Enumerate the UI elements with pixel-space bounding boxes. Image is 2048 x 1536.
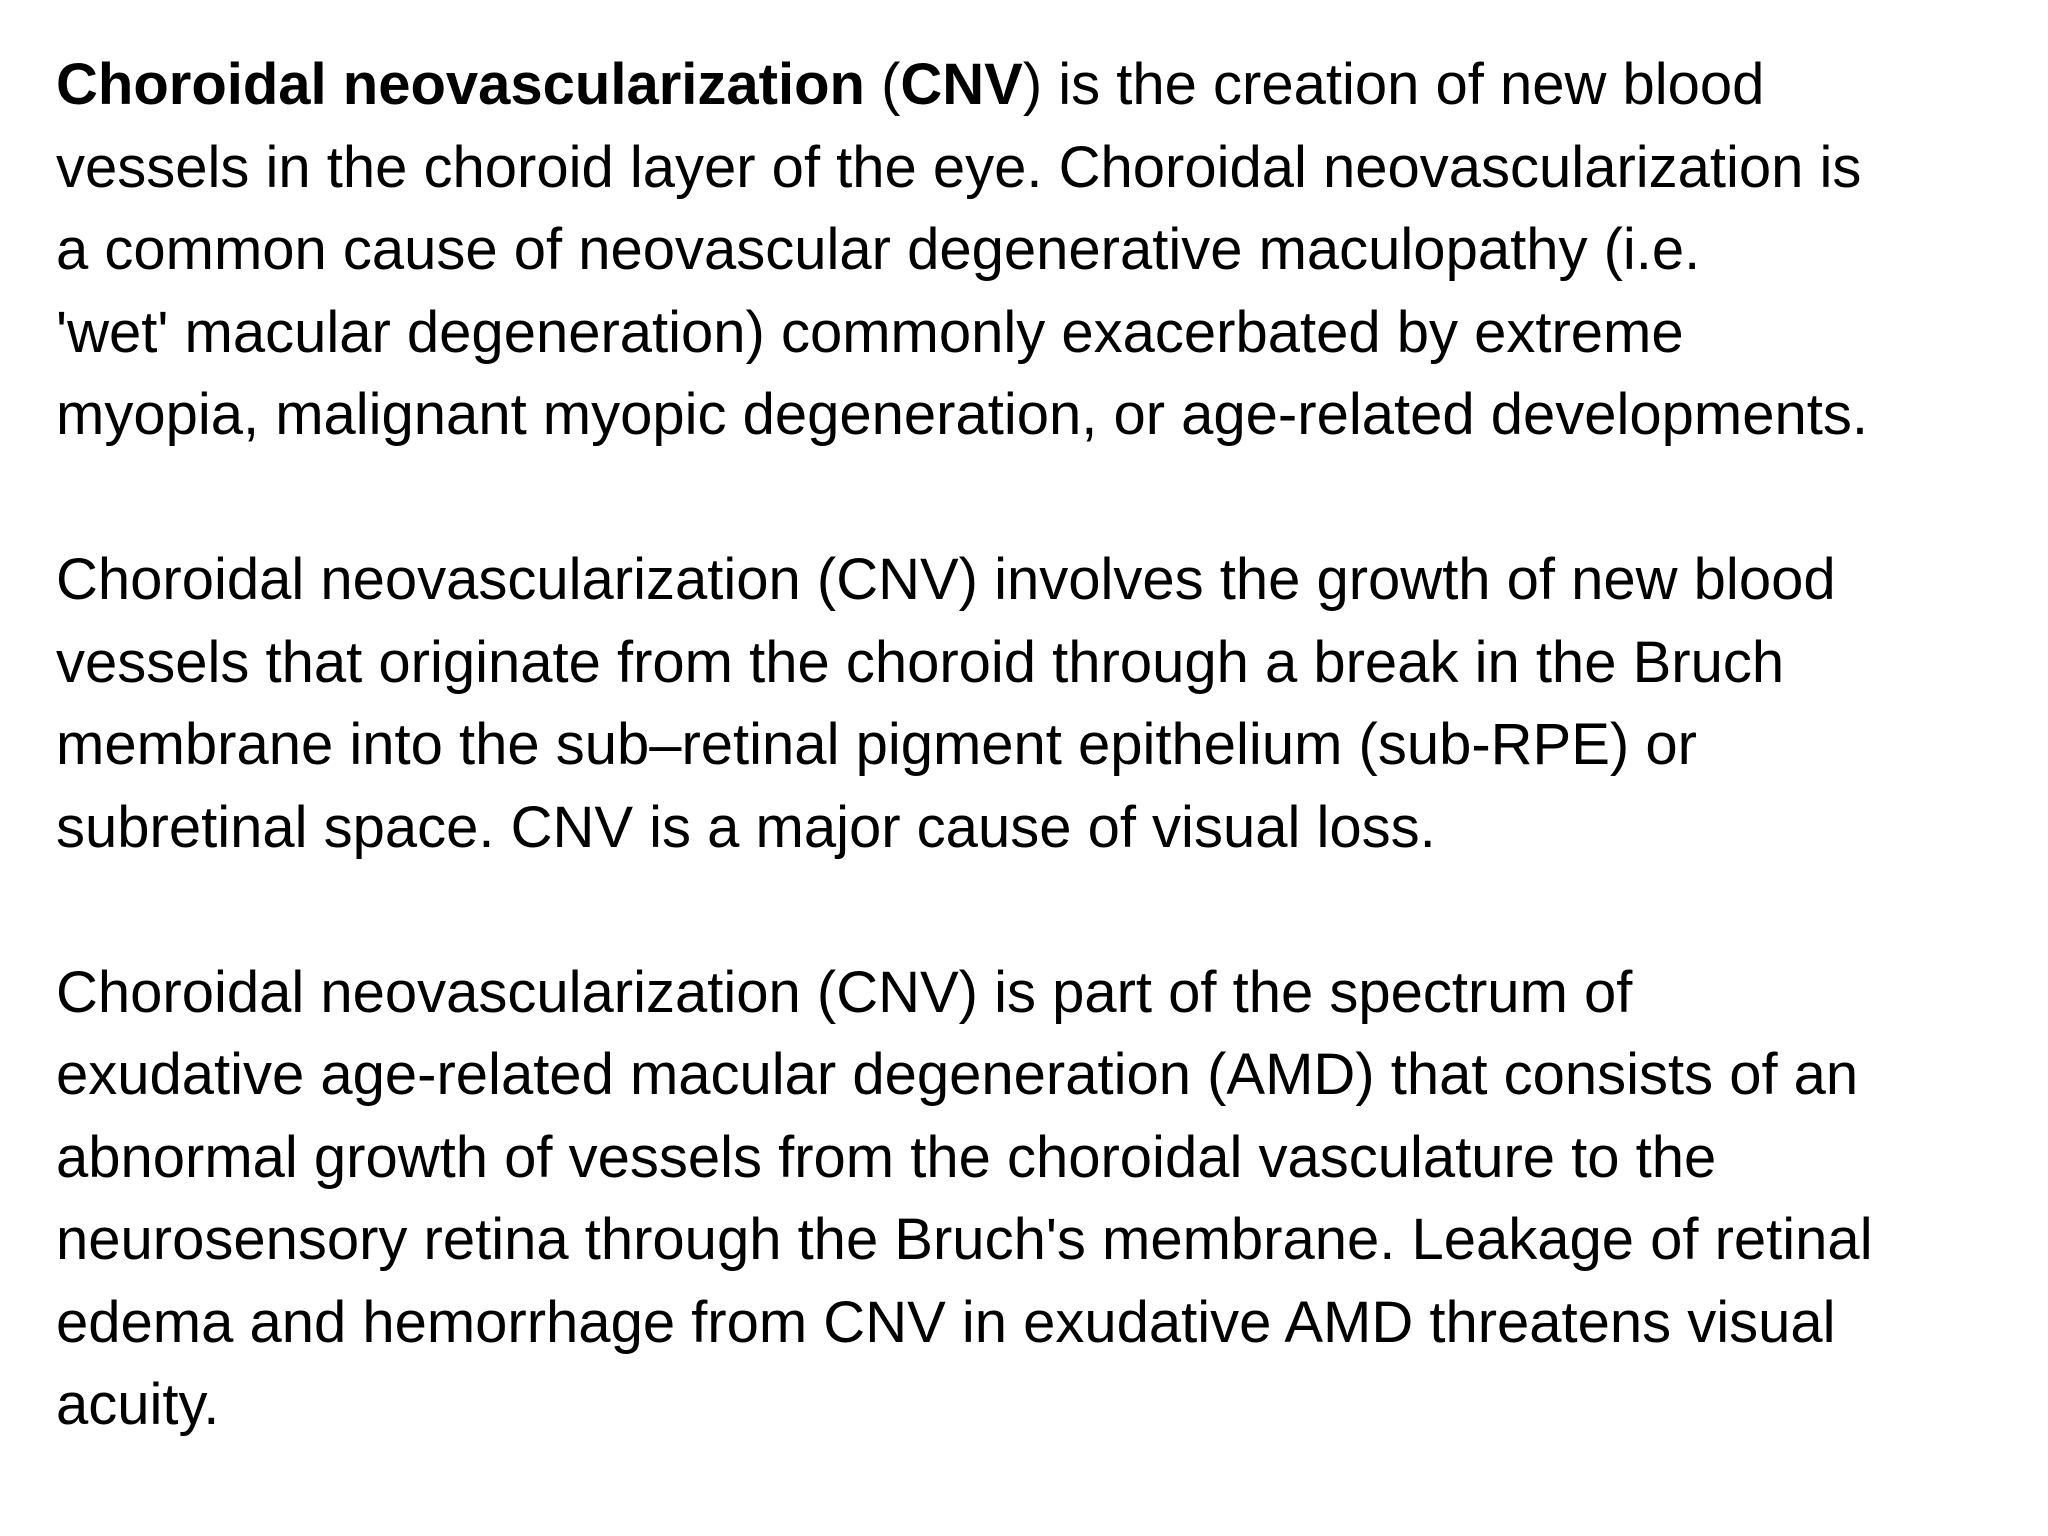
paragraph-line: abnormal growth of vessels from the choroidal vasculature to the [56, 1124, 1717, 1190]
paragraph-line: myopia, malignant myopic degeneration, or age-related developments. [56, 382, 1868, 447]
paragraph-line: neurosensory retina through the Bruch's membrane. Leakage of retinal [56, 1207, 1873, 1272]
paragraph-cnv-amd [56, 952, 2041, 1447]
paragraph-spacer [56, 457, 2041, 540]
paragraph-line: Choroidal neovascularization (CNV) involves the growth of new blood [56, 547, 1836, 612]
paragraph-line: membrane into the sub–retinal pigment epithelium (sub-RPE) or [56, 712, 1697, 777]
bold-abbreviation: CNV [900, 52, 1023, 117]
paren-open: ( [864, 52, 901, 117]
paragraph-cnv-definition [56, 44, 2041, 457]
paragraph-line: acuity. [56, 1372, 220, 1437]
document-body [56, 44, 2041, 1447]
paragraph-line: vessels that originate from the choroid through a break in the Bruch [56, 629, 1785, 695]
paragraph-line: 'wet' macular degeneration) commonly exacerbated by extreme [56, 299, 1684, 365]
paragraph-line: a common cause of neovascular degenerative maculopathy (i.e. [56, 217, 1701, 282]
line-rest: ) is the creation of new blood [1022, 52, 1765, 117]
bold-term: Choroidal neovascularization [56, 52, 865, 117]
paragraph-line: subretinal space. CNV is a major cause of visual loss. [56, 794, 1436, 860]
paragraph-line: edema and hemorrhage from CNV in exudative AMD threatens visual [56, 1289, 1836, 1355]
paragraph-line: exudative age-related macular degeneration (AMD) that consists of an [56, 1042, 1859, 1107]
paragraph-spacer [56, 869, 2041, 952]
paragraph-line: Choroidal neovascularization (CNV) is part of the spectrum of [56, 959, 1633, 1025]
paragraph-line: vessels in the choroid layer of the eye. Choroidal neovascularization is [56, 134, 1862, 200]
paragraph-line [56, 44, 2041, 127]
paragraph-cnv-growth [56, 539, 2041, 869]
